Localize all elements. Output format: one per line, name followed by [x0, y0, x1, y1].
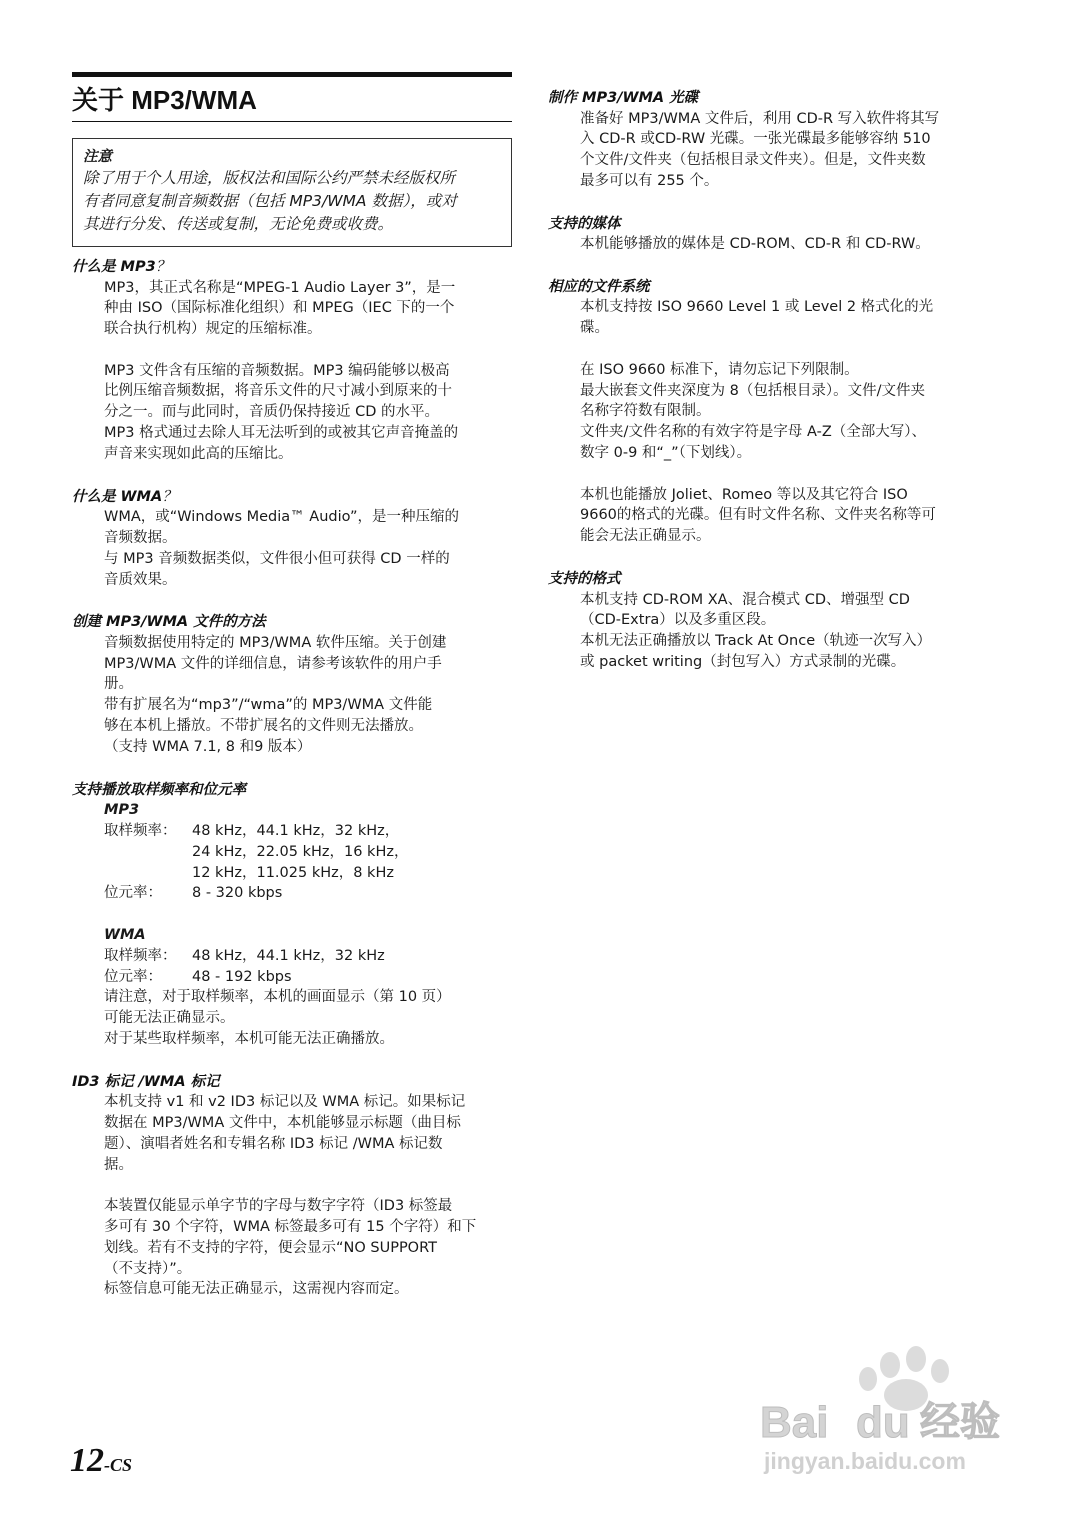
- text-line: 数字 0-9 和“_”（下划线）。: [580, 445, 752, 462]
- text-line: MP3 文件含有压缩的音频数据。MP3 编码能够以极高: [104, 362, 450, 379]
- row-value: 48 kHz，44.1 kHz，32 kHz: [192, 947, 385, 964]
- text-line: 名称字符数有限制。: [580, 403, 711, 420]
- text-line: （支持 WMA 7.1, 8 和9 版本）: [104, 738, 312, 755]
- watermark-url: jingyan.baidu.com: [764, 1448, 966, 1474]
- notice-box: [72, 138, 512, 247]
- text-line: （不支持）”。: [104, 1260, 192, 1277]
- row-label: 位元率：: [104, 885, 162, 902]
- row-value: 8 - 320 kbps: [192, 885, 283, 902]
- text-line: 准备好 MP3/WMA 文件后，利用 CD-R 写入软件将其写: [580, 110, 940, 127]
- row-value: 48 - 192 kbps: [192, 968, 292, 985]
- page-number: [70, 1442, 132, 1480]
- section-what-is-wma: [72, 487, 512, 591]
- section-what-is-mp3: [72, 257, 512, 465]
- text-line: 题）、演唱者姓名和专辑名称 ID3 标记 /WMA 标记数: [104, 1135, 443, 1152]
- section-heading: 制作 MP3/WMA 光碟: [548, 90, 699, 106]
- text-line: 请注意，对于取样频率，本机的画面显示（第 10 页）: [104, 989, 451, 1006]
- text-line: 文件夹/文件名称的有效字符是字母 A-Z（全部大写）、: [580, 424, 927, 441]
- text-line: 本机支持按 ISO 9660 Level 1 或 Level 2 格式化的光: [580, 299, 934, 316]
- page-number-suffix: -CS: [104, 1455, 133, 1475]
- text-line: 分之一。而与此同时，音质仍保持接近 CD 的水平。: [104, 404, 440, 421]
- section-supported-media: [548, 214, 993, 255]
- text-line: 册。: [104, 676, 133, 693]
- row-value: 24 kHz，22.05 kHz，16 kHz，: [192, 843, 409, 860]
- subheading-mp3: MP3: [104, 802, 140, 819]
- text-line: 本机无法正确播放以 Track At Once（轨迹一次写入）: [580, 633, 932, 650]
- text-line: 本机也能播放 Joliet、Romeo 等以及其它符合 ISO: [580, 486, 908, 503]
- mp3-sampling-row: [72, 821, 512, 842]
- row-label: 位元率：: [104, 968, 162, 985]
- section-heading: 相应的文件系统: [548, 278, 650, 295]
- section-make-disc: [548, 88, 993, 192]
- text-line: 声音来实现如此高的压缩比。: [104, 445, 293, 462]
- baidu-watermark: [760, 1345, 1015, 1480]
- text-line: 据。: [104, 1156, 133, 1173]
- text-line: 对于某些取样频率，本机可能无法正确播放。: [104, 1030, 394, 1047]
- right-column: [548, 88, 993, 673]
- page-title: 关于 MP3/WMA: [72, 85, 257, 115]
- notice-line: 有者同意复制音频数据（包括 MP3/WMA 数据），或对: [83, 192, 457, 210]
- text-line: 划线。若有不支持的字符，便会显示“NO SUPPORT: [104, 1239, 437, 1256]
- mp3-sampling-row: [72, 863, 512, 884]
- text-line: 本装置仅能显示单字节的字母与数字字符（ID3 标签最: [104, 1198, 453, 1215]
- mp3-sampling-row: [72, 842, 512, 863]
- section-heading: 支持播放取样频率和位元率: [72, 781, 246, 798]
- text-line: 本机能够播放的媒体是 CD-ROM、CD-R 和 CD-RW。: [580, 236, 930, 253]
- watermark-brand-right: du: [856, 1398, 910, 1447]
- left-column: [72, 72, 512, 1300]
- subheading-wma: WMA: [104, 926, 146, 943]
- text-line: MP3/WMA 文件的详细信息，请参考该软件的用户手: [104, 655, 442, 672]
- watermark-brand-cn: 经验: [920, 1399, 1000, 1445]
- section-heading: 支持的格式: [548, 571, 621, 588]
- text-line: WMA，或“Windows Media™ Audio”，是一种压缩的: [104, 509, 459, 526]
- row-label: 取样频率：: [104, 947, 177, 964]
- text-line: 最大嵌套文件夹深度为 8（包括根目录）。文件/文件夹: [580, 382, 925, 399]
- text-line: 带有扩展名为“mp3”/“wma”的 MP3/WMA 文件能: [104, 697, 433, 714]
- text-line: （CD-Extra）以及多重区段。: [580, 612, 776, 629]
- section-id3-tags: [72, 1072, 512, 1300]
- wma-sampling-row: [72, 946, 512, 967]
- notice-heading: 注意: [83, 149, 112, 165]
- text-line: 音频数据使用特定的 MP3/WMA 软件压缩。关于创建: [104, 634, 447, 651]
- section-file-system: [548, 277, 993, 547]
- text-line: 碟。: [580, 320, 609, 337]
- text-line: MP3 格式通过去除人耳无法听到的或被其它声音掩盖的: [104, 425, 459, 442]
- text-line: 可能无法正确显示。: [104, 1010, 235, 1027]
- row-label: 取样频率：: [104, 822, 177, 839]
- text-line: 个文件/文件夹（包括根目录文件夹）。但是，文件夹数: [580, 152, 926, 169]
- section-heading: 创建 MP3/WMA 文件的方法: [72, 614, 266, 631]
- wma-bitrate-row: [72, 967, 512, 988]
- row-value: 48 kHz，44.1 kHz，32 kHz，: [192, 822, 400, 839]
- text-line: 够在本机上播放。不带扩展名的文件则无法播放。: [104, 718, 423, 735]
- title-top-rule: [72, 72, 512, 77]
- text-line: 种由 ISO（国际标准化组织）和 MPEG（IEC 下的一个: [104, 300, 455, 317]
- section-heading: [72, 257, 512, 278]
- section-sampling-bitrate: [72, 780, 512, 1050]
- section-heading: ID3 标记 /WMA 标记: [72, 1073, 220, 1090]
- notice-line: 其进行分发、传送或复制，无论免费或收费。: [83, 215, 394, 233]
- text-line: MP3，其正式名称是“MPEG-1 Audio Layer 3”，是一: [104, 279, 456, 296]
- heading-suffix: ？: [162, 488, 177, 505]
- text-line: 音质效果。: [104, 571, 177, 588]
- section-heading: [72, 487, 512, 508]
- heading-text: 什么是 MP3: [72, 259, 156, 275]
- text-line: 音频数据。: [104, 529, 177, 546]
- text-line: 本机支持 v1 和 v2 ID3 标记以及 WMA 标记。如果标记: [104, 1094, 466, 1111]
- text-line: 9660的格式的光碟。但有时文件名称、文件夹名称等可: [580, 507, 936, 524]
- notice-line: 除了用于个人用途，版权法和国际公约严禁未经版权所: [83, 169, 456, 187]
- text-line: 能会无法正确显示。: [580, 528, 711, 545]
- text-line: 标签信息可能无法正确显示，这需视内容而定。: [104, 1281, 409, 1298]
- text-line: 与 MP3 音频数据类似，文件很小但可获得 CD 一样的: [104, 550, 450, 567]
- section-create-files: [72, 612, 512, 757]
- heading-text: 什么是 WMA: [72, 488, 163, 505]
- row-value: 12 kHz，11.025 kHz，8 kHz: [192, 864, 394, 881]
- text-line: 在 ISO 9660 标准下，请勿忘记下列限制。: [580, 361, 859, 378]
- text-line: 比例压缩音频数据，将音乐文件的尺寸减小到原来的十: [104, 383, 452, 400]
- text-line: 数据在 MP3/WMA 文件中，本机能够显示标题（曲目标: [104, 1115, 461, 1131]
- heading-suffix: ？: [155, 259, 171, 275]
- text-line: 入 CD-R 或CD-RW 光碟。一张光碟最多能够容纳 510: [580, 131, 931, 148]
- mp3-bitrate-row: [72, 883, 512, 904]
- text-line: 最多可以有 255 个。: [580, 172, 719, 189]
- text-line: 联合执行机构）规定的压缩标准。: [104, 321, 322, 338]
- page-number-value: 12: [70, 1442, 104, 1479]
- text-line: 本机支持 CD-ROM XA、混合模式 CD、增强型 CD: [580, 591, 910, 608]
- watermark-brand-left: Bai: [760, 1398, 829, 1447]
- text-line: 多可有 30 个字符，WMA 标签最多可有 15 个字符）和下: [104, 1218, 477, 1235]
- text-line: 或 packet writing（封包写入）方式录制的光碟。: [580, 653, 906, 670]
- section-heading: 支持的媒体: [548, 215, 621, 232]
- section-supported-formats: [548, 569, 993, 673]
- title-underline: [72, 121, 512, 122]
